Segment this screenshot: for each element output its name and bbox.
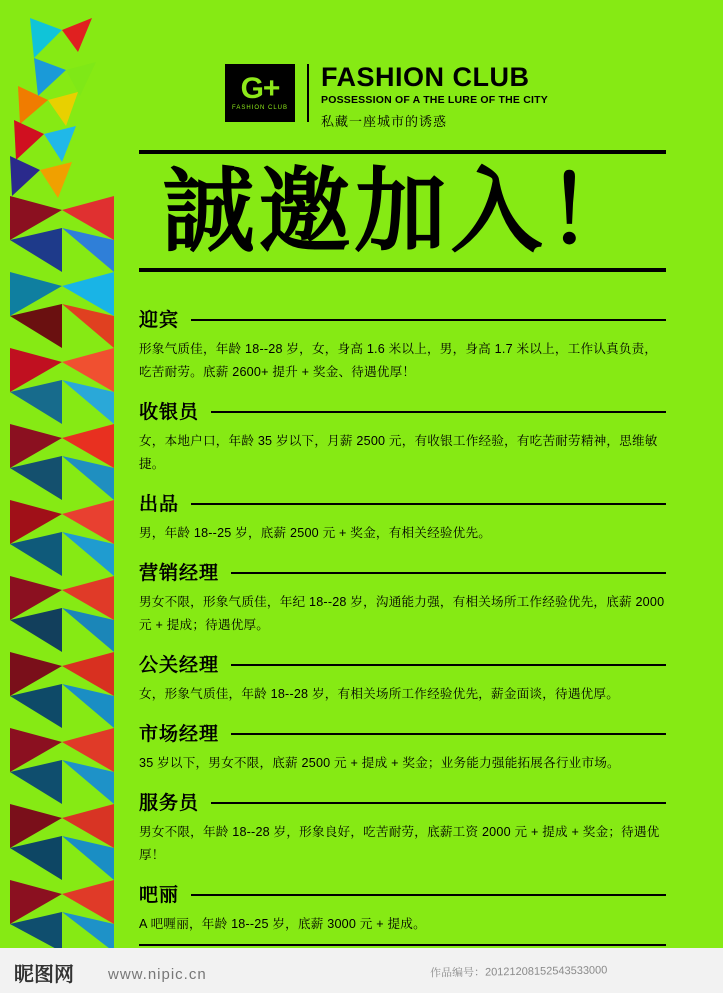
brand-tagline-en: POSSESSION OF A THE LURE OF THE CITY	[321, 94, 548, 106]
job-title: 公关经理	[139, 655, 220, 676]
watermark-code: 作品编号：20121208152543533000	[429, 964, 608, 980]
list-item	[139, 788, 666, 867]
brand-tagline-cn: 私藏一座城市的诱惑	[321, 114, 448, 129]
job-title: 出品	[139, 494, 180, 515]
job-description: 男女不限，年龄 18--28 岁，形象良好，吃苦耐劳，底薪工资 2000 元 + 提成 + 奖金；待遇优厚！	[139, 825, 660, 862]
brand-name: FASHION CLUB	[321, 62, 530, 92]
job-description: 女，形象气质佳，年龄 18--28 岁，有相关场所工作经验优先，薪金面谈，待遇优厚。	[139, 687, 619, 701]
job-title: 服务员	[139, 793, 200, 814]
job-rule	[191, 503, 666, 505]
job-header	[139, 305, 666, 332]
job-header	[139, 880, 666, 907]
job-header	[139, 650, 666, 677]
job-description: 35 岁以下，男女不限，底薪 2500 元 + 提成 + 奖金；业务能力强能拓展各行业市场。	[139, 756, 620, 770]
job-rule	[231, 733, 666, 735]
job-title: 收银员	[139, 402, 200, 423]
job-rule	[231, 664, 666, 666]
brand-text-block	[321, 62, 548, 130]
job-rule	[211, 802, 666, 804]
job-description: A 吧喱丽，年龄 18--25 岁，底薪 3000 元 + 提成。	[139, 917, 426, 931]
job-header	[139, 558, 666, 585]
job-rule	[231, 572, 666, 574]
job-description: 女，本地户口，年龄 35 岁以下，月薪 2500 元，有收银工作经验，有吃苦耐劳精神，思维敏捷。	[139, 434, 658, 471]
list-item	[139, 650, 666, 706]
headline-block	[139, 150, 666, 272]
brand-logo-mark	[225, 64, 295, 122]
brand-header	[225, 62, 585, 140]
decorative-triangle-strip	[0, 0, 130, 952]
watermark-logo: 昵图网	[14, 962, 74, 986]
job-title: 营销经理	[139, 563, 220, 584]
list-item	[139, 558, 666, 637]
job-list	[139, 305, 666, 949]
footer-rule	[139, 944, 666, 946]
list-item	[139, 397, 666, 476]
job-title: 迎宾	[139, 310, 180, 331]
watermark-url: www.nipic.cn	[108, 966, 207, 983]
headline-rule-bottom	[139, 268, 666, 272]
job-rule	[211, 411, 666, 413]
job-header	[139, 489, 666, 516]
list-item	[139, 489, 666, 545]
header-divider	[307, 64, 309, 122]
list-item	[139, 880, 666, 936]
job-title: 市场经理	[139, 724, 220, 745]
job-header	[139, 719, 666, 746]
job-rule	[191, 894, 666, 896]
list-item	[139, 719, 666, 775]
job-description: 形象气质佳，年龄 18--28 岁，女，身高 1.6 米以上，男，身高 1.7 米以上，工作认真负责，吃苦耐劳。底薪 2600+ 提升 + 奖金、待遇优厚！	[139, 342, 658, 379]
logo-caption-text: FASHION CLUB	[231, 104, 288, 111]
job-title: 吧丽	[139, 885, 180, 906]
job-header	[139, 397, 666, 424]
page-title: 誠邀加入！	[162, 158, 643, 265]
triangle-pattern-svg	[0, 0, 130, 952]
job-description: 男，年龄 18--25 岁，底薪 2500 元 + 奖金，有相关经验优先。	[139, 526, 492, 540]
job-description: 男女不限，形象气质佳，年纪 18--28 岁，沟通能力强，有相关场所工作经验优先，底薪 2000 元 + 提成；待遇优厚。	[139, 595, 665, 632]
logo-mark-text: G+	[240, 71, 280, 105]
job-header	[139, 788, 666, 815]
job-rule	[191, 319, 666, 321]
list-item	[139, 305, 666, 384]
